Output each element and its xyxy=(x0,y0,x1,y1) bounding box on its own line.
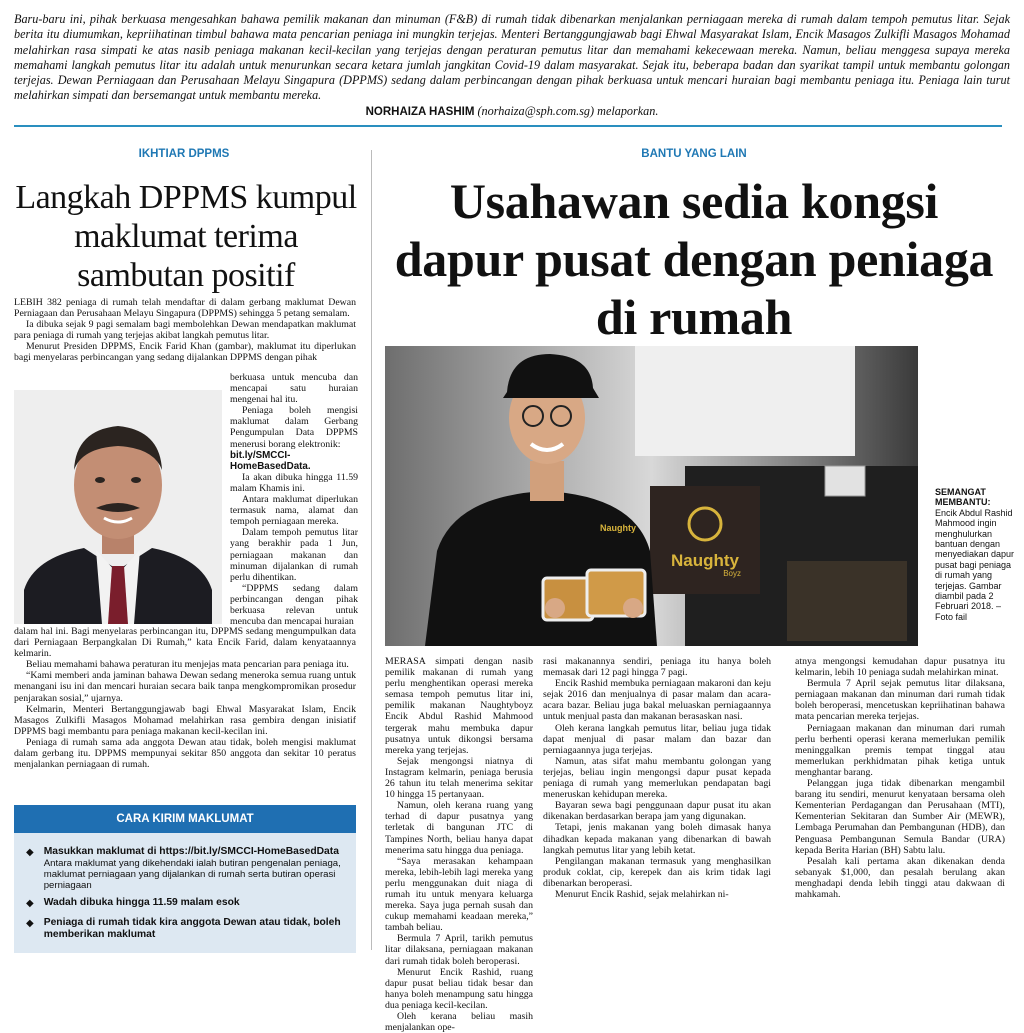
info-box-list xyxy=(26,846,346,948)
byline-suffix: melaporkan. xyxy=(597,103,659,118)
shirt-brand-text: Naughty xyxy=(600,523,636,533)
paragraph: Encik Rashid membuka perniagaan makaroni dan keju sejak 2016 dan menjualnya di pasar malam dan acara-acara bazar. Beliau juga bakal meluaskan perniagaannya untuk menjual pasta dan makanan berasaskan nasi. xyxy=(543,678,771,723)
list-item-title: Wadah dibuka hingga 11.59 malam esok xyxy=(43,897,240,909)
left-kicker: IKHTIAR DPPMS xyxy=(138,148,230,160)
paragraph: atnya mengongsi kemudahan dapur pusatnya itu kelmarin, lebih 10 peniaga sudah melahirkan minat. xyxy=(795,656,1005,679)
paragraph: Perniagaan makanan dan minuman dari rumah perlu berhenti operasi kerana memerlukan pemilik meninggalkan premis tempat tinggal atau memerlukan perkhidmatan pihak ketiga untuk menghantar barang. xyxy=(795,722,1005,778)
paragraph: Pelanggan juga tidak dibenarkan mengambil barang itu sendiri, menurut kenyataan bersama oleh Kementerian Perdagangan dan Perusahaan (MTI), Kementerian Sekitaran dan Sumber Air (MEWR), Lembaga Perumahan dan Pembangunan (HDB), dan Penguasa Pembangunan Semula Bandar (URA) kepada Berita Harian (BH) Sabtu lalu. xyxy=(795,778,1005,856)
paragraph: LEBIH 382 peniaga di rumah telah mendaftar di dalam gerbang maklumat Dewan Perniagaan dan Perusahaan Melayu Singapura (DPPMS) sehingga 5 petang semalam. xyxy=(14,297,356,320)
diamond-bullet-icon: ◆ xyxy=(26,918,34,930)
board-brand-small: Boyz xyxy=(723,569,741,578)
paragraph: Oleh kerana beliau masih menjalankan ope- xyxy=(385,1011,533,1033)
farid-khan-photo xyxy=(14,390,222,624)
caption-text: Encik Abdul Rashid Mahmood ingin menghulurkan bantuan dengan menyediakan dapur pusat bagi peniaga di rumah yang terjejas. Gambar diambil pada 2 Februari 2018. – Foto fail xyxy=(935,507,1015,622)
caption-head: SEMANGAT MEMBANTU: xyxy=(935,487,991,508)
portrait-illustration xyxy=(14,390,222,624)
board-brand-text: Naughty xyxy=(671,551,739,570)
paragraph: berkuasa untuk mencuba dan mencapai satu huraian mengenai hal itu. xyxy=(230,372,358,406)
list-item-sub: Antara maklumat yang dikehendaki ialah butiran pengenalan peniaga, maklumat perniagaan yang dijalankan di rumah serta butiran operasi perniagaan xyxy=(43,858,341,892)
paragraph: Menurut Encik Rashid, sejak melahirkan ni- xyxy=(555,888,729,900)
list-item xyxy=(26,897,346,911)
paragraph: “DPPMS sedang dalam perbincangan dengan pihak berkuasa relevan untuk mencuba dan mencapai huraian xyxy=(230,582,358,628)
column-divider xyxy=(371,150,372,950)
paragraph: dalam hal ini. Bagi menyelaras perbincangan itu, DPPMS sedang mengumpulkan data dari Perniagaan Berpangkalan Di Rumah,” kata Encik Farid, dalam kenyataannya kelmarin. xyxy=(14,626,356,660)
kitchen-scene-illustration xyxy=(385,346,918,646)
paragraph: “Saya merasakan kehampaan mereka, lebih-lebih lagi mereka yang perlu menggunakan duit niaga di rumah itu untuk menyara keluarga mereka. Saya juga pernah susah dan cukup memahami keadaan mereka,” tambah beliau. xyxy=(385,855,533,934)
left-top-text xyxy=(14,297,356,364)
list-item xyxy=(26,917,346,941)
paragraph: Bermula 7 April sejak pemutus litar dilaksana, perniagaan makanan dan minuman dari rumah tidak boleh beroperasi, mencetuskan kepriihatinan bahawa mata pencarian mereka terjejas. xyxy=(795,678,1005,723)
paragraph: Ia akan dibuka hingga 11.59 malam Khamis ini. xyxy=(230,471,358,494)
right-kicker: BANTU YANG LAIN xyxy=(641,148,747,160)
paragraph: Beliau memahami bahawa peraturan itu menjejas mata pencarian para peniaga itu. xyxy=(26,659,349,671)
paragraph: Dalam tempoh pemutus litar yang berakhir pada 1 Jun, perniagaan makanan dan minuman dijalankan di rumah perlu dihentikan. xyxy=(230,527,358,583)
paragraph: rasi makanannya sendiri, peniaga itu hanya boleh memasak dari 12 pagi hingga 7 pagi. xyxy=(543,656,771,679)
list-item-title[interactable]: Masukkan maklumat di https://bit.ly/SMCCI-HomeBasedData xyxy=(43,846,339,857)
lead-byline xyxy=(14,104,1010,120)
paragraph: Menurut Encik Rashid, ruang dapur pusat beliau tidak besar dan hanya boleh menampung satu hingga dua peniaga kecil-kecilan. xyxy=(385,966,533,1011)
paragraph: Peniaga boleh mengisi maklumat dalam Gerbang Pengumpulan Data DPPMS menerusi borang elektronik: xyxy=(230,405,358,450)
left-side-column xyxy=(230,372,358,627)
right-column-3 xyxy=(795,656,1005,900)
paragraph: Bayaran sewa bagi penggunaan dapur pusat itu akan dikenakan berdasarkan berapa jam yang digunakan. xyxy=(543,800,771,823)
info-box-title: CARA KIRIM MAKLUMAT xyxy=(14,805,356,833)
left-headline: Langkah DPPMS kumpul maklumat terima sambutan positif xyxy=(15,179,357,294)
rashid-photo xyxy=(385,346,918,646)
paragraph: Tetapi, jenis makanan yang boleh dimasak hanya dihadkan kepada makanan yang dibenarkan di bawah langkah pemutus litar yang lebih ketat. xyxy=(543,822,771,856)
right-column-1 xyxy=(385,656,533,1033)
paragraph: Sejak mengongsi niatnya di Instagram kelmarin, peniaga berusia 26 tahun itu telah menerima sekitar 10 hingga 15 pertanyaan. xyxy=(385,755,533,801)
right-column-2 xyxy=(543,656,771,900)
paragraph: Pesalah kali pertama akan dikenakan denda sebanyak $1,000, dan pesalah berulang akan menghadapi denda lebih tinggi atau dakwaan di mahkamah. xyxy=(795,855,1005,900)
diamond-bullet-icon: ◆ xyxy=(26,898,34,910)
form-link[interactable]: bit.ly/SMCCI-HomeBasedData. xyxy=(230,449,311,472)
paragraph: Antara maklumat diperlukan termasuk nama, alamat dan tempoh perniagaan mereka. xyxy=(230,494,358,528)
top-divider xyxy=(14,125,1002,127)
paragraph: Namun, atas sifat mahu membantu golongan yang terjejas, beliau ingin mengongsi dapur pusat kepada peniaga di rumah yang memerlukan pendapatan bagi meneruskan kehidupan mereka. xyxy=(543,755,771,801)
paragraph: Kelmarin, Menteri Bertanggungjawab bagi Ehwal Masyarakat Islam, Encik Masagos Zulkifli Masagos Mohamad melahirkan rasa gembira dengan inisiatif DPPMS bagi membantu para peniaga makanan kecil-kecilan ini. xyxy=(14,703,356,737)
paragraph: Pengilangan makanan termasuk yang menghasilkan produk coklat, cip, kerepek dan ais krim tidak lagi dibenarkan beroperasi. xyxy=(543,855,771,889)
paragraph: Namun, oleh kerana ruang yang terhad di dapur pusatnya yang terletak di bangunan JTC di Tampines North, beliau hanya dapat menerima satu hingga dua peniaga. xyxy=(385,800,533,856)
diamond-bullet-icon: ◆ xyxy=(26,847,34,858)
paragraph: Bermula 7 April, tarikh pemutus litar dilaksana, perniagaan makanan dari rumah tidak boleh beroperasi. xyxy=(385,933,533,967)
list-item-title: Peniaga di rumah tidak kira anggota Dewan atau tidak, boleh memberikan maklumat xyxy=(43,917,341,941)
paragraph: Oleh kerana langkah pemutus litar, beliau juga tidak dapat menjual di pasar malam dan bazar dan perniagaannya juga terjejas. xyxy=(543,722,771,756)
author-name: NORHAIZA HASHIM xyxy=(365,105,475,118)
right-headline: Usahawan sedia kongsi dapur pusat dengan peniaga di rumah xyxy=(394,173,994,345)
left-bottom-text xyxy=(14,626,356,770)
paragraph: Menurut Presiden DPPMS, Encik Farid Khan (gambar), maklumat itu diperlukan bagi menyelaras perbincangan yang sedang dijalankan DPPMS dengan pihak xyxy=(14,341,356,364)
paragraph: MERASA simpati dengan nasib pemilik makanan di rumah yang perlu menghentikan operasi mereka semasa tempoh pemutus litar ini, pemilik makanan Naughtyboyz Encik Abdul Rashid Mahmood tergerak mahu membuka dapur pusatnya untuk dikongsi bersama mereka yang terjejas. xyxy=(385,656,533,756)
paragraph: “Kami memberi anda jaminan bahawa Dewan sedang meneroka semua ruang untuk menangani isu ini dan mencari huraian secara baik tanpa mengkompromikan prosedur penjarakan sosial,” ujarnya. xyxy=(14,670,356,704)
list-item xyxy=(26,846,346,891)
paragraph: Peniaga di rumah sama ada anggota Dewan atau tidak, boleh mengisi maklumat dalam gerbang itu. DPPMS mempunyai sekitar 850 anggota dan sekitar 10 peratus menjalankan perniagaan di rumah. xyxy=(14,736,356,771)
author-email[interactable]: (norhaiza@sph.com.sg) xyxy=(477,103,595,118)
paragraph: Ia dibuka sejak 9 pagi semalam bagi membolehkan Dewan mendapatkan maklumat para peniaga di rumah yang terjejas akibat langkah pemutus litar. xyxy=(14,319,356,342)
photo-caption xyxy=(935,487,1017,622)
lead-text: Baru-baru ini, pihak berkuasa mengesahkan bahawa pemilik makanan dan minuman (F&B) di rumah tidak dibenarkan menjalankan perniagaan mereka di rumah dalam tempoh pemutus litar. Sejak berita itu diumumkan, kepriihatinan timbul bahawa mata pencarian peniaga ini mungkin terjejas. Menteri Bertanggungjawab bagi Ehwal Masyarakat Islam, Encik Masagos Zulkifli Masagos Mohamad melahirkan rasa simpati ke atas nasib peniaga makanan kecil-kecilan yang terjejas dengan peraturan pemutus litar dan memahami kekecewaan mereka. Namun, beliau menggesa supaya mereka memahami langkah pemutus litar itu adalah untuk menurunkan secara ketara jumlah jangkitan Covid-19 dalam masyarakat. Sejak itu, beberapa badan dan syarikat tampil untuk membantu golongan terjejas. Dewan Perniagaan dan Perusahaan Melayu Singapura (DPPMS) sedang dalam perbincangan dengan pihak berkuasa untuk mencari huraian bagi membantu peniaga itu. Peniaga lain turut melahirkan simpati dan bersemangat untuk membantu mereka. xyxy=(14,12,1010,103)
lead-paragraph xyxy=(14,12,1010,120)
